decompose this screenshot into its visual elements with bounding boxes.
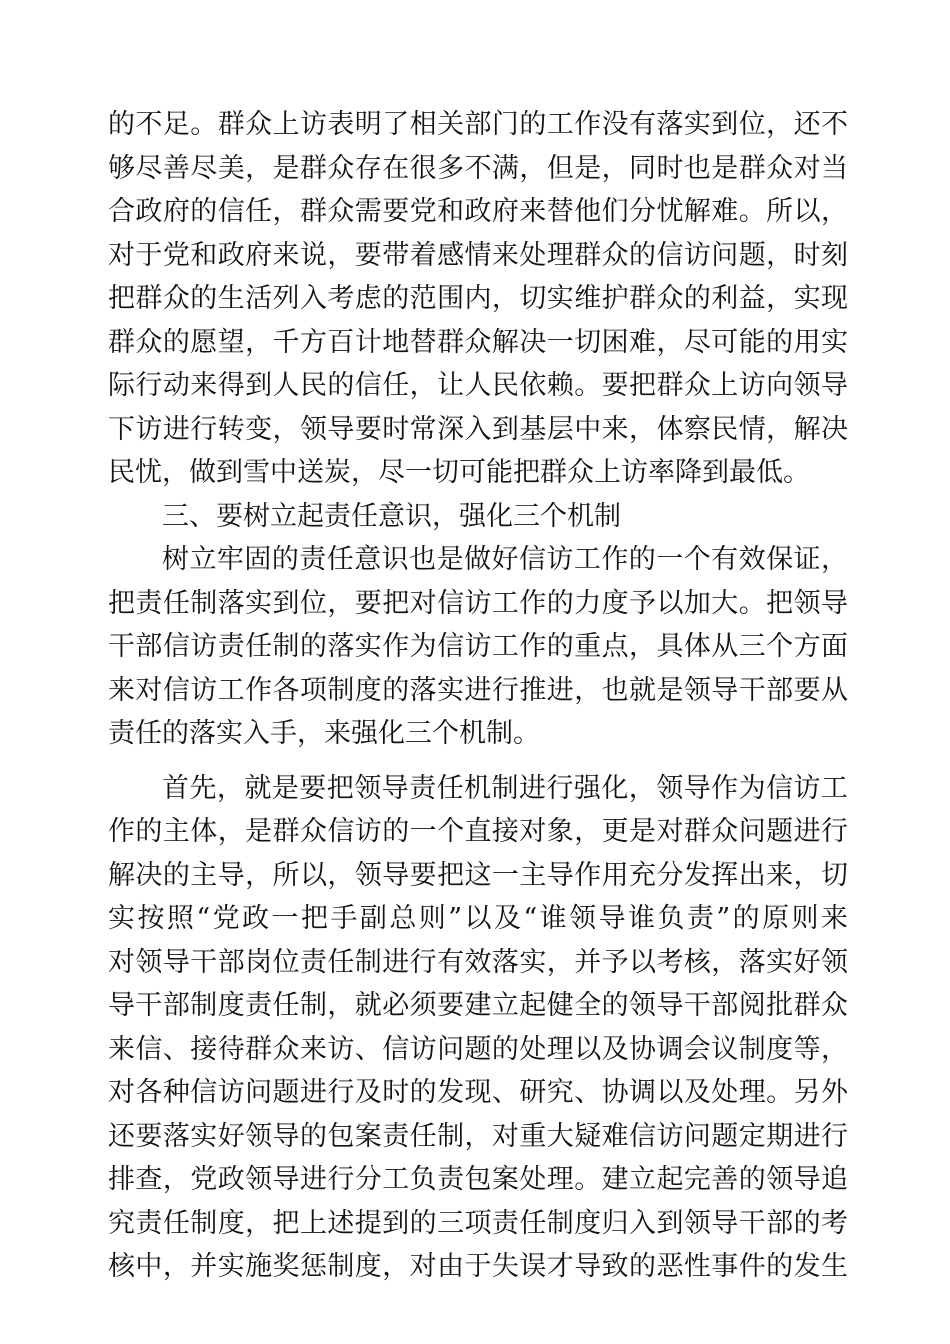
text-line: 干部信访责任制的落实作为信访工作的重点，具体从三个方面 (108, 631, 848, 662)
text-line: 对各种信访问题进行及时的发现、研究、协调以及处理。另外 (108, 1077, 848, 1108)
text-line: 把责任制落实到位，要把对信访工作的力度予以加大。把领导 (108, 587, 848, 619)
text-line: 来对信访工作各项制度的落实进行推进，也就是领导干部要从 (108, 674, 848, 706)
text-line: 对于党和政府来说，要带着感情来处理群众的信访问题，时刻 (108, 239, 848, 271)
text-line: 排查，党政领导进行分工负责包案处理。建立起完善的领导追 (108, 1164, 848, 1195)
text-line: 解决的主导，所以，领导要把这一主导作用充分发挥出来，切 (108, 859, 848, 891)
text-line: 导干部制度责任制，就必须要建立起健全的领导干部阅批群众 (108, 990, 848, 1021)
section-heading: 三、要树立起责任意识，强化三个机制 (162, 500, 621, 532)
text-line: 够尽善尽美，是群众存在很多不满，但是，同时也是群众对当 (108, 152, 848, 184)
text-line: 树立牢固的责任意识也是做好信访工作的一个有效保证， (162, 544, 848, 575)
text-line: 还要落实好领导的包案责任制，对重大疑难信访问题定期进行 (108, 1120, 848, 1152)
text-line: 对领导干部岗位责任制进行有效落实，并予以考核，落实好领 (108, 946, 848, 978)
text-line: 来信、接待群众来访、信访问题的处理以及协调会议制度等， (108, 1033, 848, 1065)
text-line: 的不足。群众上访表明了相关部门的工作没有落实到位，还不 (108, 109, 848, 140)
text-line: 际行动来得到人民的信任，让人民依赖。要把群众上访向领导 (108, 370, 848, 401)
text-line: 合政府的信任，群众需要党和政府来替他们分忧解难。所以， (108, 196, 848, 227)
text-line: 把群众的生活列入考虑的范围内，切实维护群众的利益，实现 (108, 283, 848, 314)
text-line: 核中，并实施奖惩制度，对由于失误才导致的恶性事件的发生 (108, 1251, 848, 1282)
text-line: 首先，就是要把领导责任机制进行强化，领导作为信访工 (162, 772, 848, 804)
text-line: 究责任制度，把上述提到的三项责任制度归入到领导干部的考 (108, 1207, 848, 1239)
text-line: 下访进行转变，领导要时常深入到基层中来，体察民情，解决 (108, 413, 848, 445)
text-line: 民忧，做到雪中送炭，尽一切可能把群众上访率降到最低。 (108, 457, 810, 488)
text-line: 责任的落实入手，来强化三个机制。 (108, 718, 540, 749)
text-line: 作的主体，是群众信访的一个直接对象，更是对群众问题进行 (108, 816, 848, 847)
document-body (108, 103, 848, 1289)
text-line: 实按照“党政一把手副总则”以及“谁领导谁负责”的原则来 (108, 903, 848, 934)
text-line: 群众的愿望，千方百计地替群众解决一切困难，尽可能的用实 (108, 326, 848, 358)
